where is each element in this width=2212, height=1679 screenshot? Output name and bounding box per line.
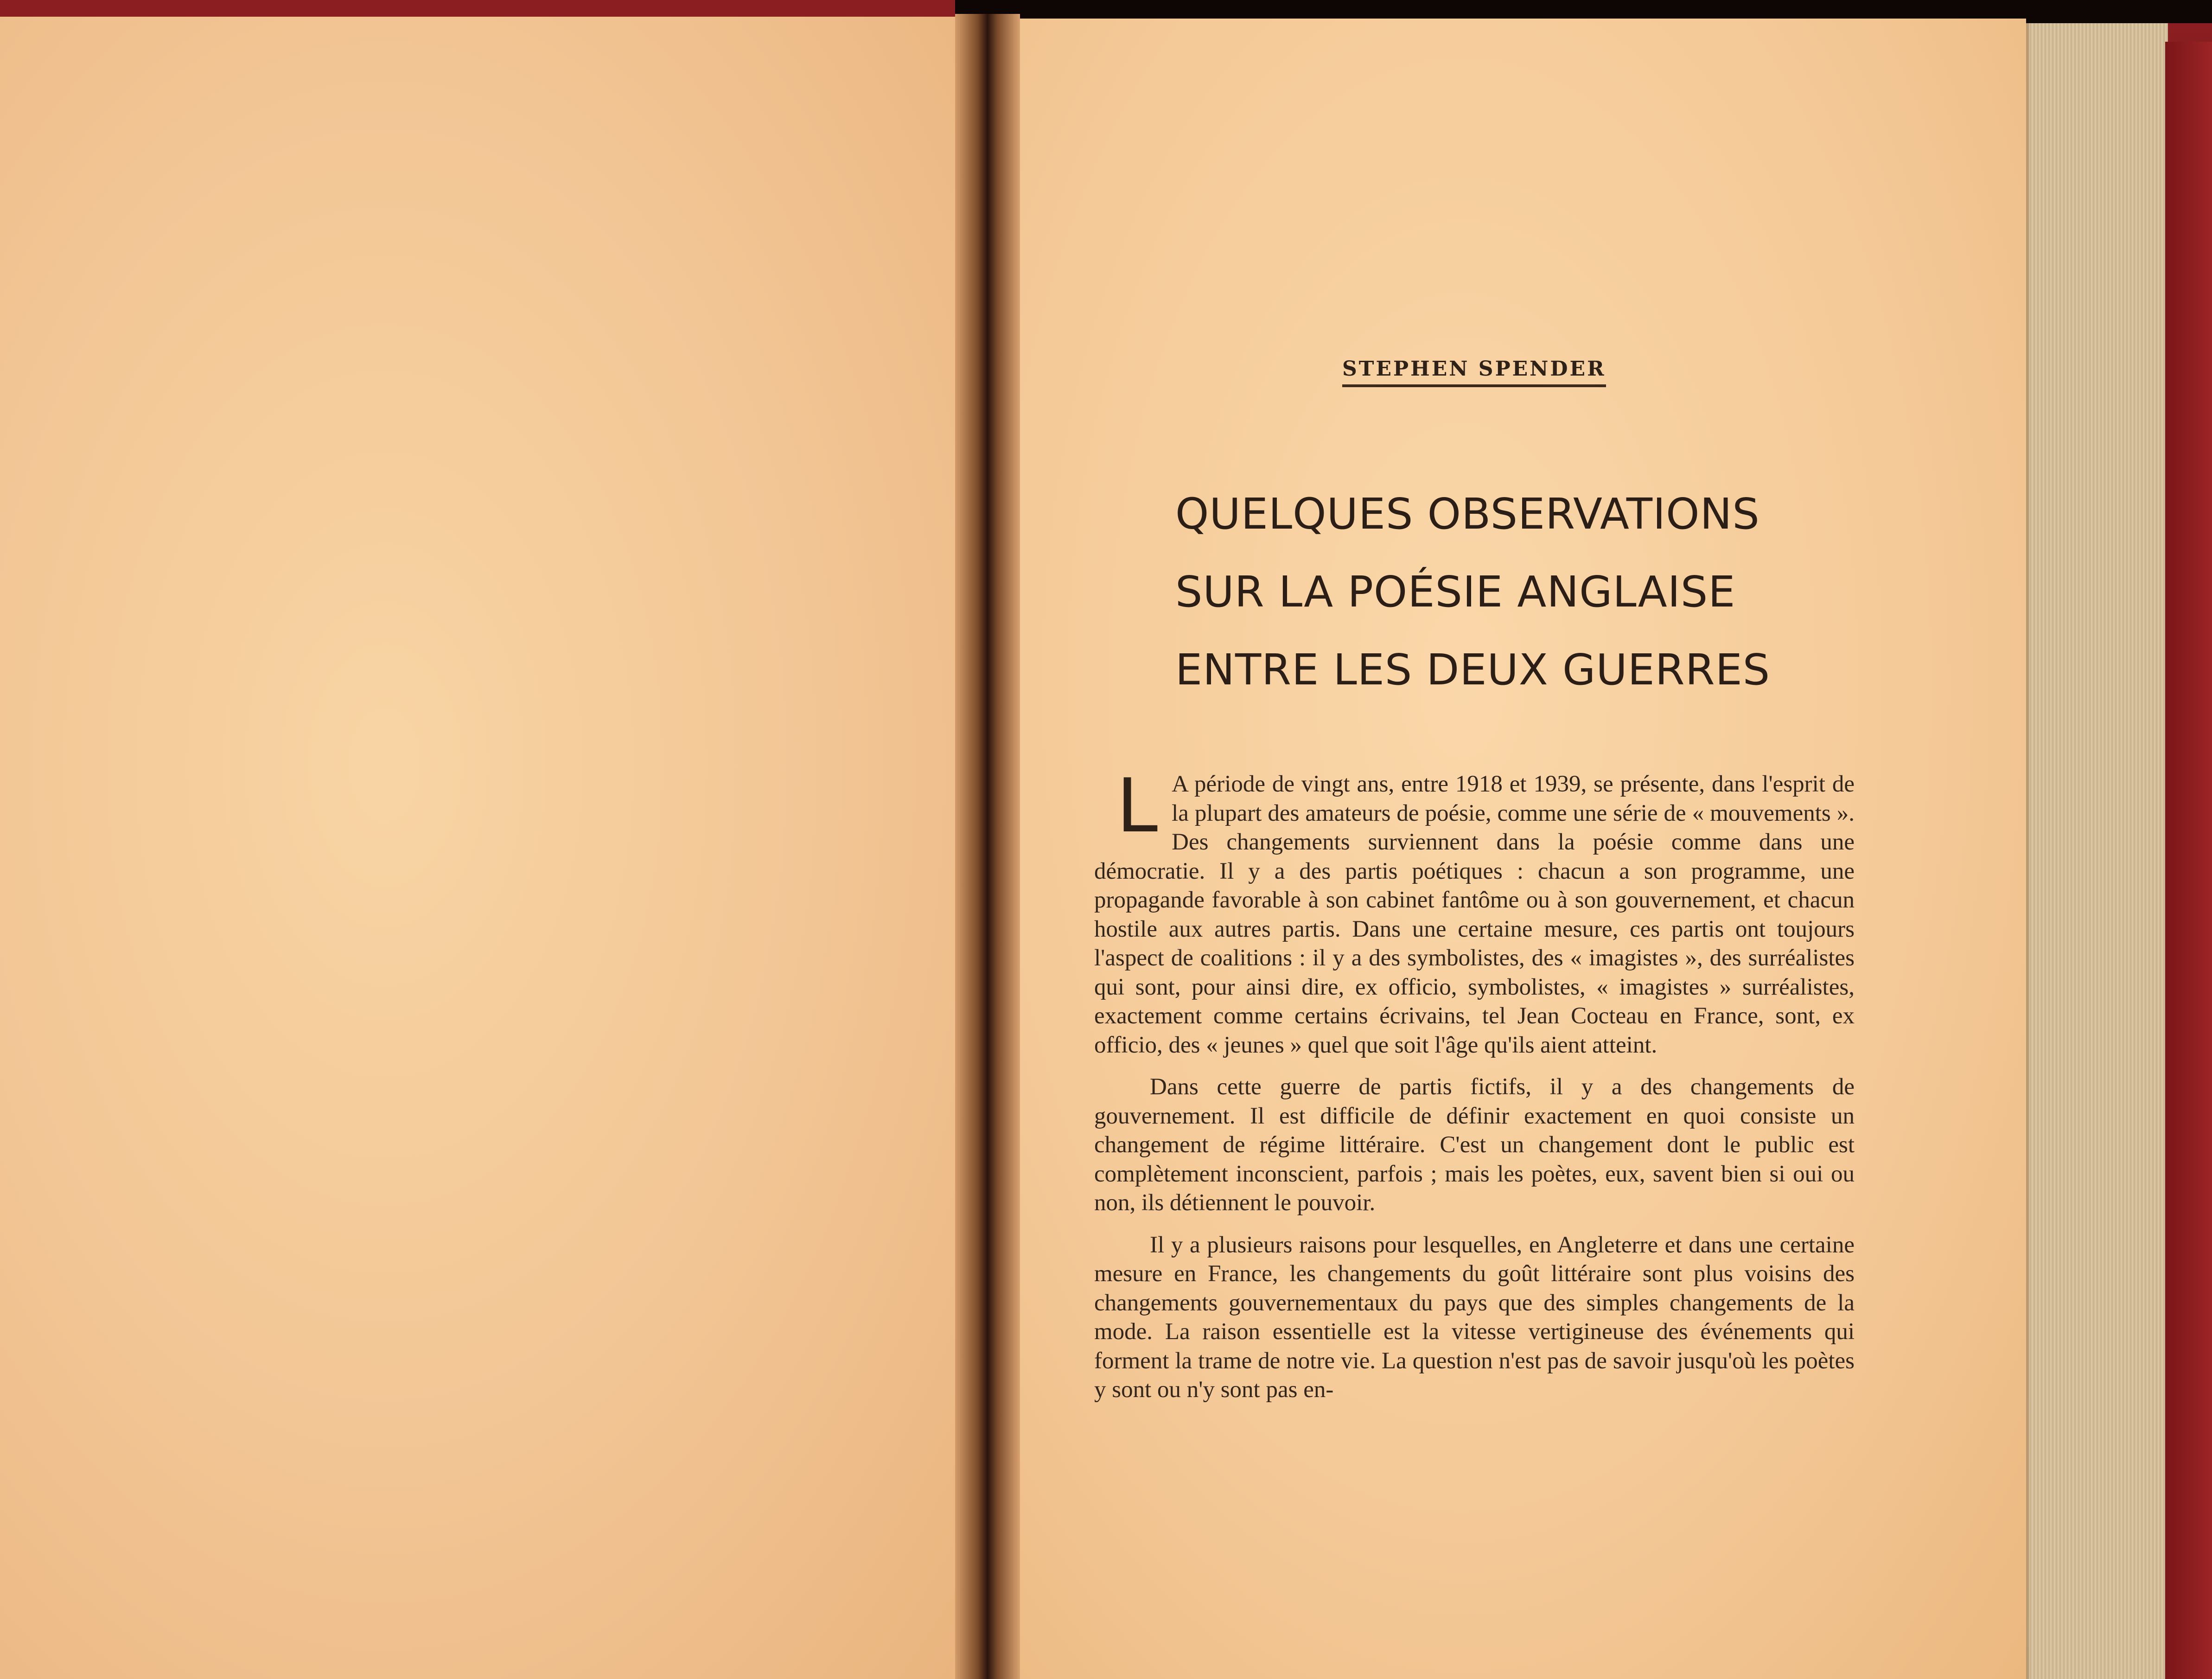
article-title bbox=[1175, 475, 1824, 709]
paragraph-1 bbox=[1094, 762, 1855, 1060]
article-body bbox=[1094, 762, 1855, 1404]
title-line-1: QUELQUES OBSERVATIONS bbox=[1175, 489, 1760, 539]
book-gutter bbox=[955, 14, 1020, 1679]
paragraph-1-text: A période de vingt ans, entre 1918 et 1939, se présente, dans l'esprit de la plupart des amateurs de poésie, comme une série de « mouvements ». Des changements surviennent dans la poésie comme dans une démocratie. Il y a des partis poétiques : chacun a son programme, une propagande favorable à son cabinet fantôme ou à son gouvernement, et chacun hostile aux autres partis. Dans une certaine mesure, ces partis ont toujours l'aspect de coalitions : il y a des symbolistes, des « imagistes », des surréalistes qui sont, pour ainsi dire, ex officio, symbolistes, « imagistes » surréalistes, exactement comme certains écrivains, tel Jean Cocteau en France, sont, ex officio, des « jeunes » quel que soit l'âge qu'ils aient atteint. bbox=[1094, 771, 1855, 1058]
title-line-3: ENTRE LES DEUX GUERRES bbox=[1175, 645, 1771, 695]
author-name: STEPHEN SPENDER bbox=[1342, 357, 1606, 387]
cover-edge bbox=[2165, 42, 2212, 1679]
title-line-2: SUR LA POÉSIE ANGLAISE bbox=[1175, 567, 1736, 617]
left-page-blank bbox=[0, 17, 962, 1679]
drop-cap: L bbox=[1116, 762, 1158, 849]
page-edges bbox=[2026, 23, 2168, 1679]
paragraph-2: Dans cette guerre de partis fictifs, il y a des changements de gouvernement. Il est difficile de définir exactement en quoi consiste un changement de régime littéraire. C'est un changement dont le public est complètement inconscient, parfois ; mais les poètes, eux, savent bien si oui ou non, ils détiennent le pouvoir. bbox=[1094, 1074, 1855, 1216]
paragraph-3: Il y a plusieurs raisons pour lesquelles, en Angleterre et dans une certaine mesure en France, les changements du goût littéraire sont plus voisins des changements gouvernementaux du pays que des simples changements de la mode. La raison essentielle est la vitesse vertigineuse des événements qui forment la trame de notre vie. La question n'est pas de savoir jusqu'où les poètes y sont ou n'y sont pas en- bbox=[1094, 1232, 1855, 1403]
